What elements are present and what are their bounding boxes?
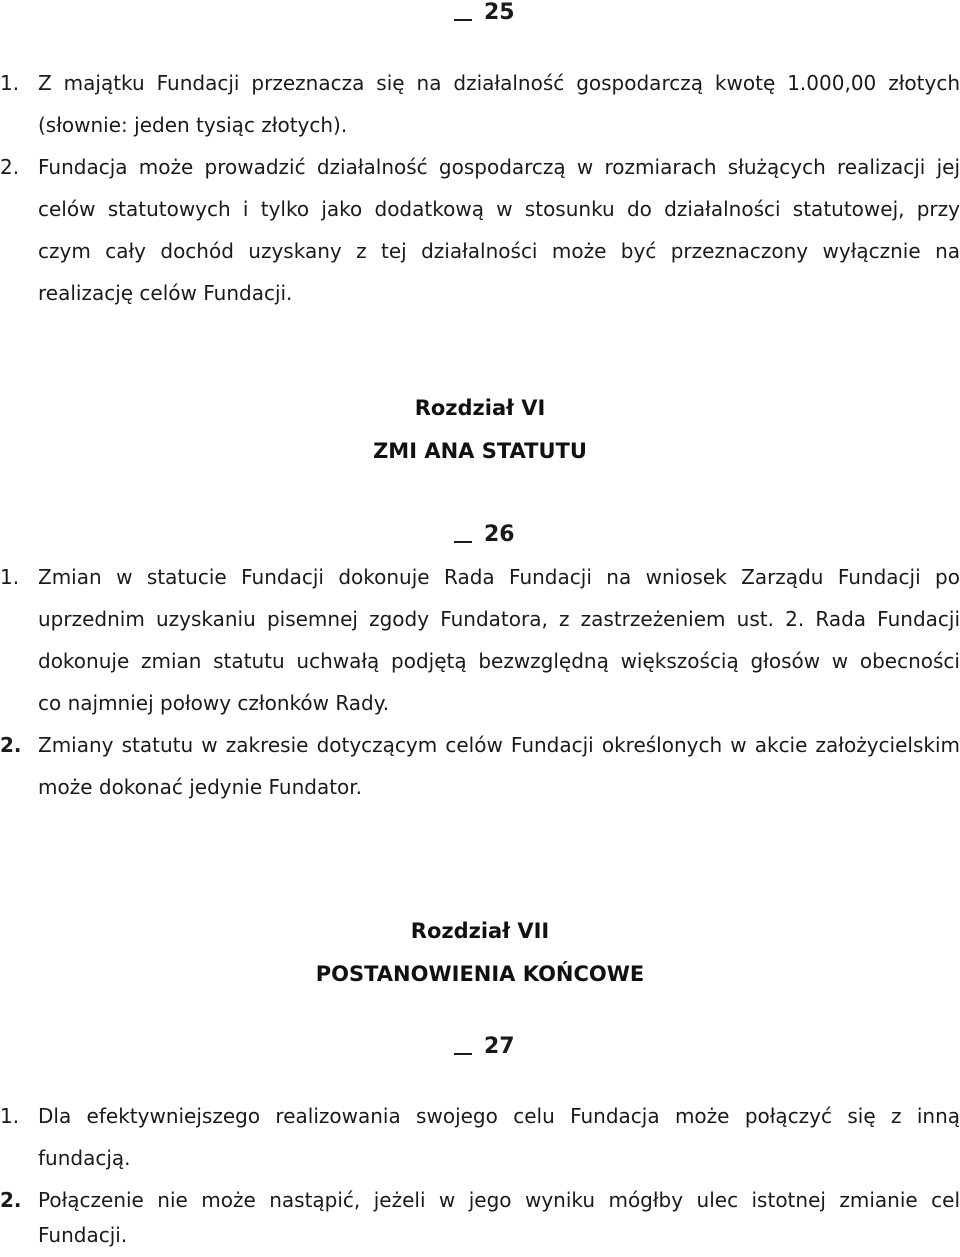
paragraph-text: może dokonać jedynie Fundator. xyxy=(38,775,363,799)
s26-p1-line4 xyxy=(0,682,389,724)
section-25-heading xyxy=(454,0,515,26)
section-number: 27 xyxy=(484,1034,515,1059)
paragraph-number: 1. xyxy=(0,565,20,589)
chapter-6-subtitle: ZMI ANA STATUTU xyxy=(373,439,587,463)
s25-p2-line2 xyxy=(0,188,960,230)
section-number: 26 xyxy=(484,522,515,547)
s25-p1-line1 xyxy=(0,62,960,104)
paragraph-text: celów statutowych i tylko jako dodatkową w stosunku do działalności statutowej, przy xyxy=(38,197,960,221)
s25-p2-line4 xyxy=(0,272,292,314)
paragraph-text: czym cały dochód uzyskany z tej działalności może być przeznaczony wyłącznie na xyxy=(38,239,960,263)
s25-p2-line3 xyxy=(0,230,960,272)
section-sign-icon xyxy=(454,1,472,21)
section-number: 25 xyxy=(484,0,515,25)
paragraph-text: realizację celów Fundacji. xyxy=(38,281,293,305)
s27-p2-line2 xyxy=(0,1214,127,1256)
paragraph-text: Zmiany statutu w zakresie dotyczącym celów Fundacji określonych w akcie założycielskim xyxy=(38,733,960,757)
chapter-6-title: Rozdział VI xyxy=(414,396,546,420)
paragraph-text: Fundacja może prowadzić działalność gospodarczą w rozmiarach służących realizacji jej xyxy=(38,155,960,179)
s27-p1-line1 xyxy=(0,1095,960,1137)
paragraph-text: uprzednim uzyskaniu pisemnej zgody Fundatora, z zastrzeżeniem ust. 2. Rada Fundacji xyxy=(38,607,960,631)
s25-p2-line1 xyxy=(0,146,960,188)
section-27-heading xyxy=(454,1034,515,1060)
paragraph-text: Zmian w statucie Fundacji dokonuje Rada Fundacji na wniosek Zarządu Fundacji po xyxy=(38,565,960,589)
s26-p1-line2 xyxy=(0,598,960,640)
paragraph-text: fundacją. xyxy=(38,1146,131,1170)
paragraph-text: Z majątku Fundacji przeznacza się na działalność gospodarczą kwotę 1.000,00 złotych xyxy=(38,71,960,95)
paragraph-text: dokonuje zmian statutu uchwałą podjętą bezwzględną większością głosów w obecności xyxy=(38,649,960,673)
chapter-7-title: Rozdział VII xyxy=(410,919,550,943)
section-sign-icon xyxy=(454,523,472,543)
paragraph-text: Fundacji. xyxy=(38,1223,128,1247)
section-26-heading xyxy=(454,522,515,548)
paragraph-text: Połączenie nie może nastąpić, jeżeli w jego wyniku mógłby ulec istotnej zmianie cel xyxy=(38,1188,960,1212)
s27-p2-line1 xyxy=(0,1179,960,1221)
s25-p1-line2 xyxy=(0,104,347,146)
chapter-7-subtitle: POSTANOWIENIA KOŃCOWE xyxy=(315,962,645,986)
s26-p2-line2 xyxy=(0,766,362,808)
paragraph-number: 2. xyxy=(0,733,22,757)
paragraph-text: co najmniej połowy członków Rady. xyxy=(38,691,390,715)
paragraph-text: Dla efektywniejszego realizowania swojego celu Fundacja może połączyć się z inną xyxy=(38,1104,960,1128)
paragraph-number: 2. xyxy=(0,1188,22,1212)
s27-p1-line2 xyxy=(0,1137,131,1179)
s26-p2-line1 xyxy=(0,724,960,766)
paragraph-number: 1. xyxy=(0,1104,20,1128)
section-sign-icon xyxy=(454,1035,472,1055)
paragraph-number: 1. xyxy=(0,71,20,95)
s26-p1-line1 xyxy=(0,556,960,598)
paragraph-text: (słownie: jeden tysiąc złotych). xyxy=(38,113,348,137)
paragraph-number: 2. xyxy=(0,155,20,179)
s26-p1-line3 xyxy=(0,640,960,682)
